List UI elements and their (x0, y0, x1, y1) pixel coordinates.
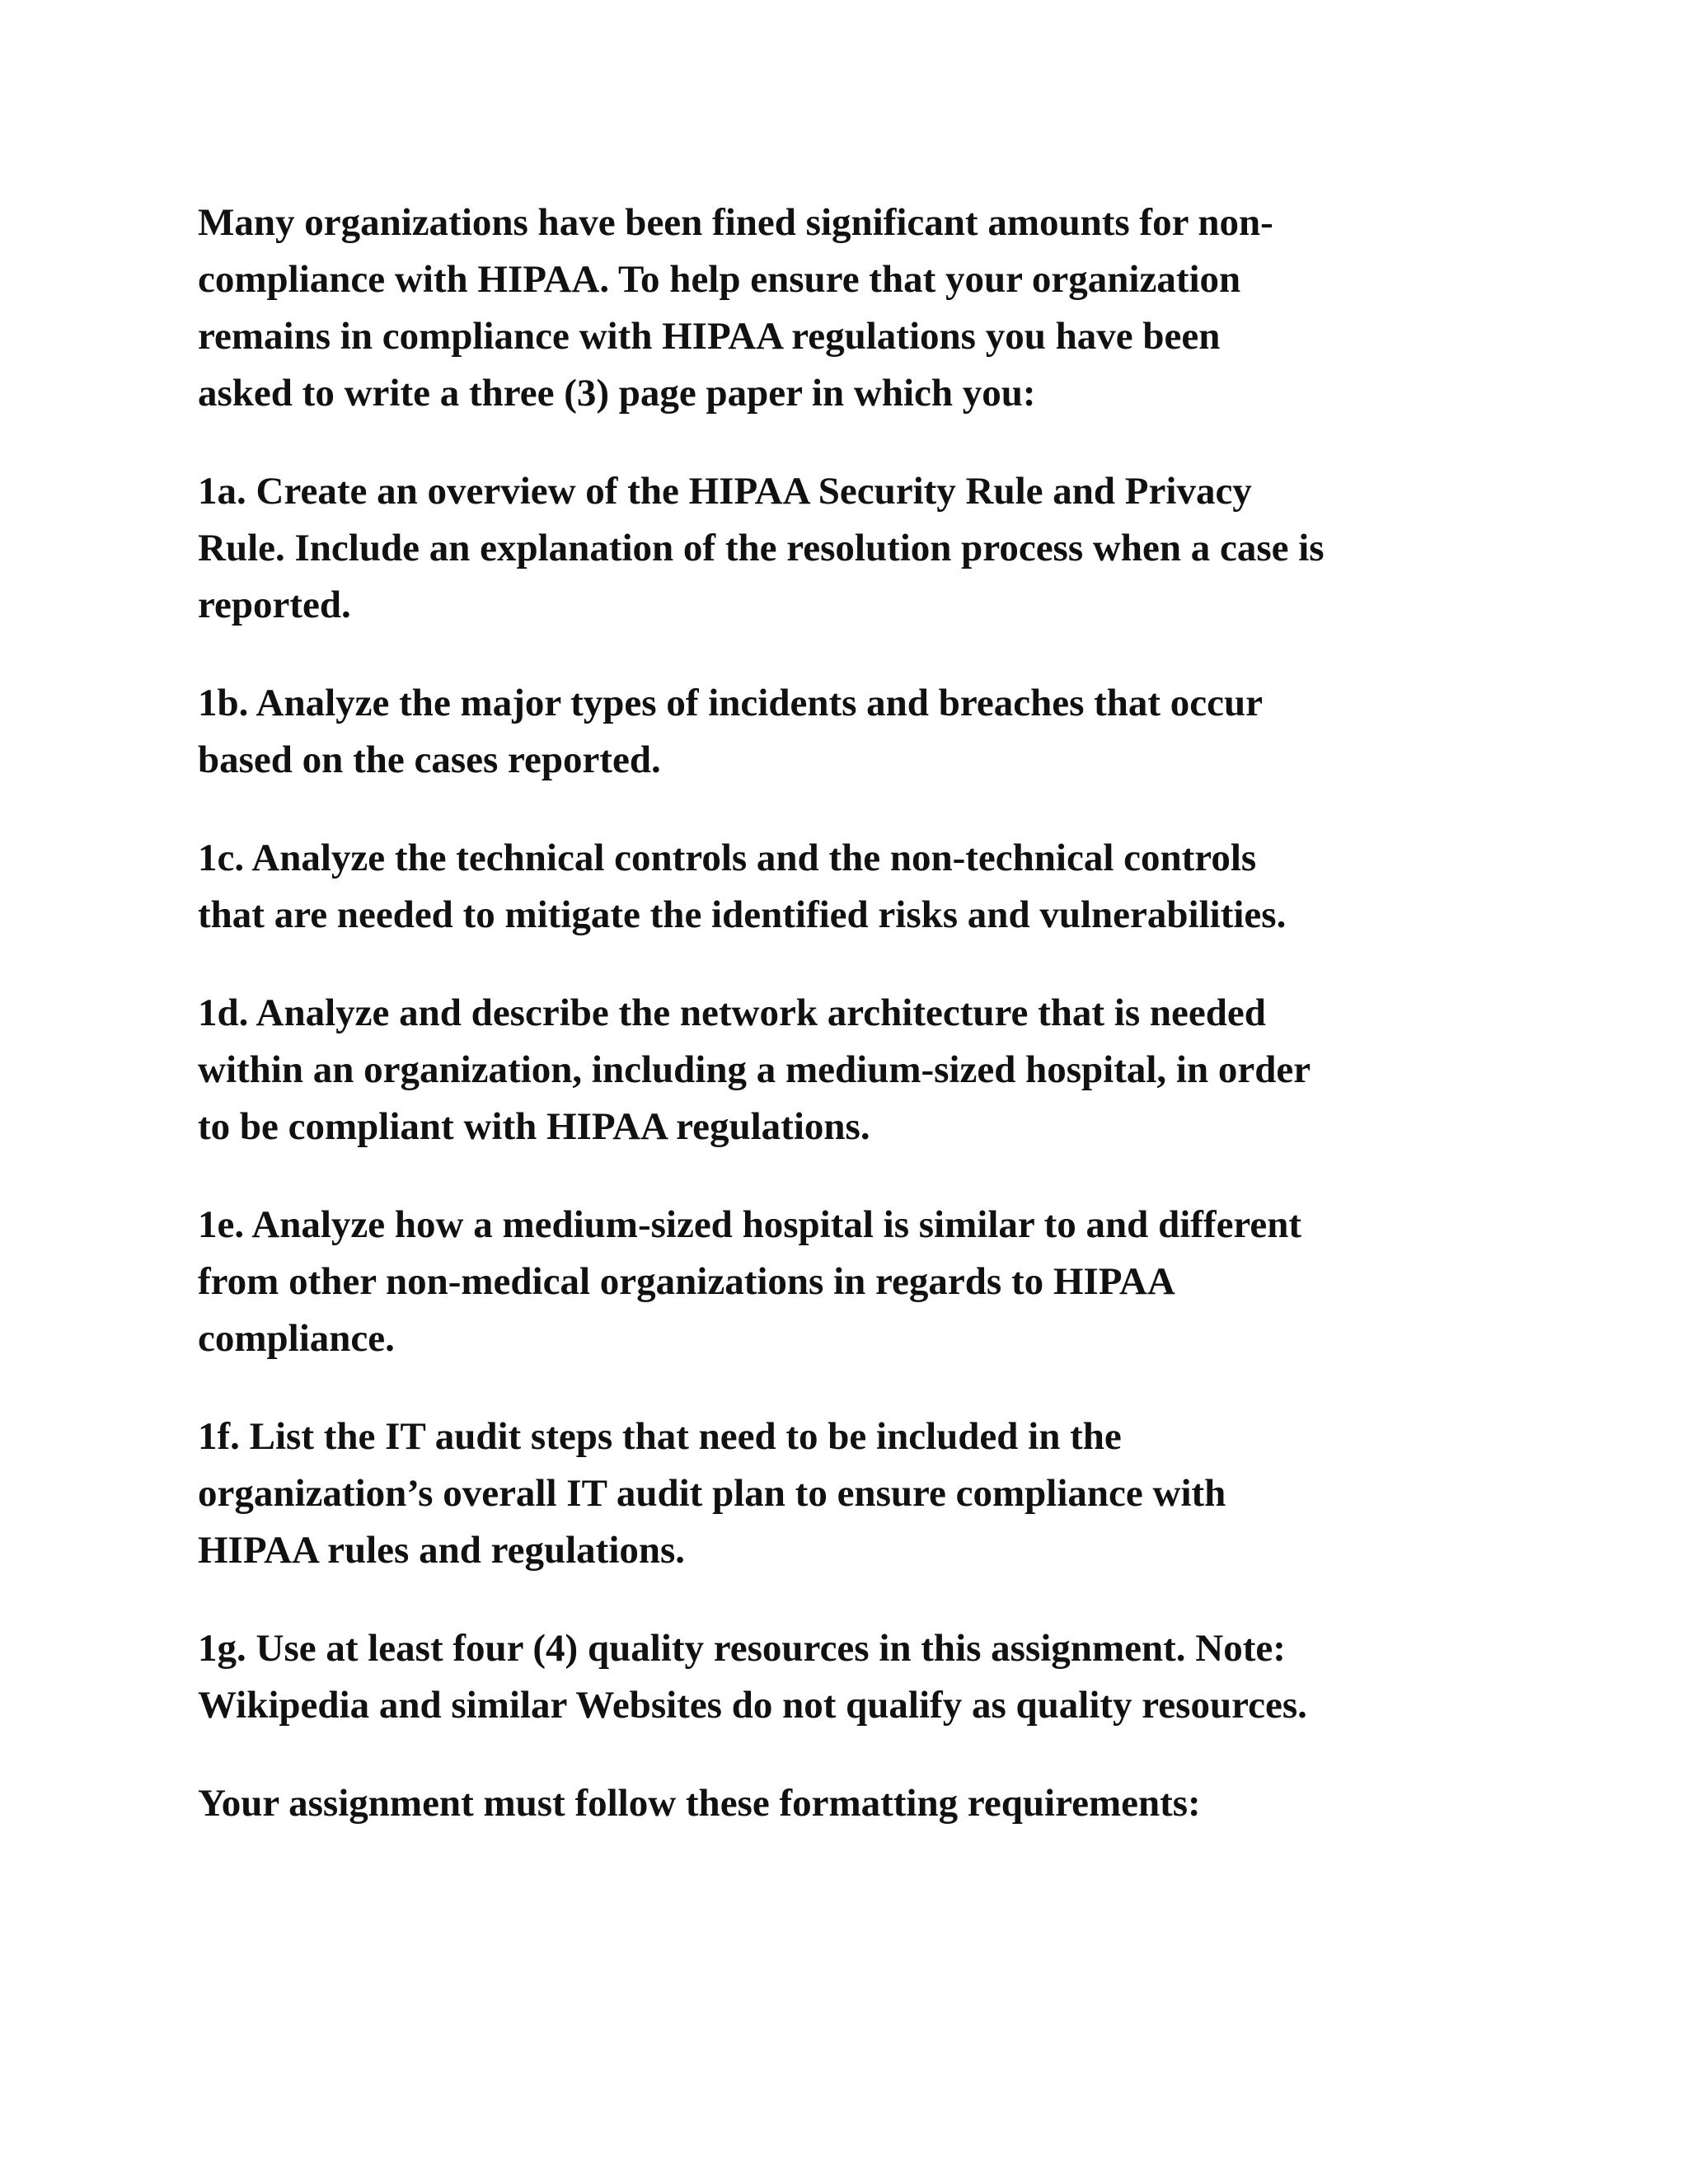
item-1g: 1g. Use at least four (4) quality resources in this assignment. Note: Wikipedia and similar Websites do not qualify as quality resources. (198, 1627, 1307, 1727)
item-1a: 1a. Create an overview of the HIPAA Security Rule and Privacy Rule. Include an explanation of the resolution process when a case is reported. (198, 470, 1325, 626)
item-1c: 1c. Analyze the technical controls and the non-technical controls that are needed to mitigate the identified risks and vulnerabilities. (198, 837, 1287, 936)
item-1f: 1f. List the IT audit steps that need to be included in the organization’s overall IT audit plan to ensure compliance with HIPAA rules and regulations. (198, 1415, 1226, 1572)
item-1e: 1e. Analyze how a medium-sized hospital is similar to and different from other non-medical organizations in regards to HIPAA compliance. (198, 1203, 1302, 1360)
item-1d: 1d. Analyze and describe the network architecture that is needed within an organization, including a medium-sized hospital, in order to be compliant with HIPAA regulations. (198, 991, 1311, 1148)
intro-paragraph: Many organizations have been fined significant amounts for non- compliance with HIPAA. To help ensure that your organization remains in compliance with HIPAA regulations you have been asked to write a three (3) page paper in which you: (198, 201, 1273, 415)
document-body (198, 194, 1484, 1832)
closing-paragraph: Your assignment must follow these formatting requirements: (198, 1782, 1201, 1825)
item-1b: 1b. Analyze the major types of incidents and breaches that occur based on the cases reported. (198, 682, 1264, 781)
